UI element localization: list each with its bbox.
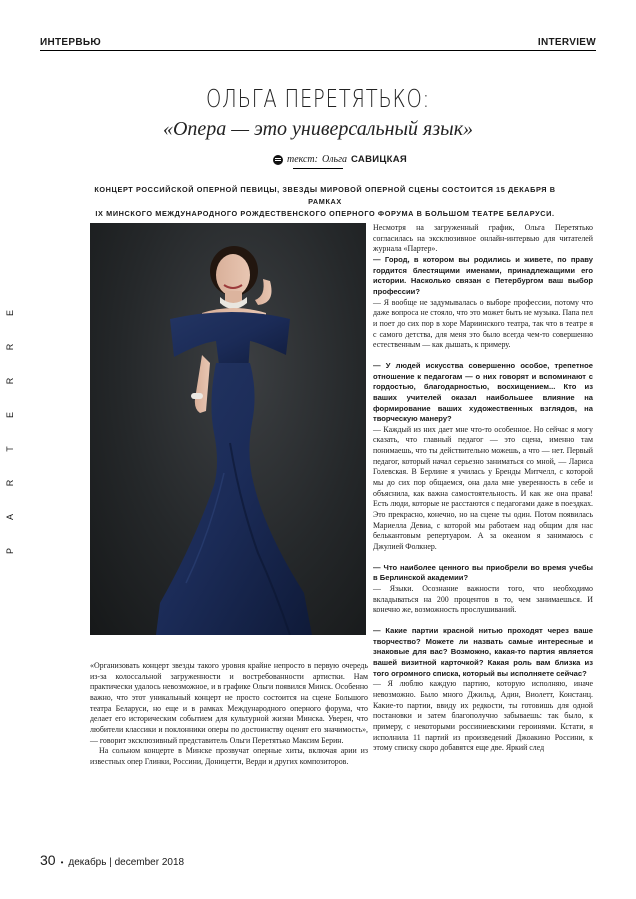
lead-line: КОНЦЕРТ РОССИЙСКОЙ ОПЕРНОЙ ПЕВИЦЫ, ЗВЕЗДЫ МИРОВОЙ ОПЕРНОЙ СЦЕНЫ СОСТОИТСЯ 15 ДЕКАБРЯ В РАМКАХ <box>94 185 556 206</box>
sidebar-letter: A <box>5 514 15 521</box>
interview-answer: — Каждый из них дает мне что-то особенное. Но сейчас я могу сказать, что главный педагог — это сцена, именно там понимаешь, что ты действительно можешь, а что — нет. Первый педагог, который начал серьезно заниматься со мной, — Лариса Голевская. В Берлине я училась у Бренды Митчелл, с которой мы до сих пор общаемся, она дала мне уверенность в себе и объяснила, как важна самостоятельность. И как же она права! Есть люди, которые не расстаются с педагогами даже в поездках. Это прекрасно, конечно, но на сцене ты один. Потом появилась Мариелла Девиа, с которой мы работаем над общим для нас белькантовым репертуаром. А за океаном я занимаюсь с Джулией Фолкнер. <box>373 424 593 552</box>
text-author-icon <box>273 155 283 165</box>
sidebar-letter: E <box>5 310 15 317</box>
interview-question: — У людей искусства совершенно особое, трепетное отношение к педагогам — о них говорят и вспоминают с гордостью, благодарностью, восхищением... Кто из ваших учителей оказал наибольшее влияние на формирование ваших художественных взглядов, на творческую манеру? <box>373 360 593 424</box>
section-label-en: INTERVIEW <box>537 37 596 48</box>
article-column-left <box>90 661 368 768</box>
footer-bullet: • <box>60 858 64 867</box>
sidebar-letter: T <box>5 446 15 452</box>
issue-date: декабрь | december 2018 <box>68 857 185 868</box>
byline <box>273 154 407 165</box>
article-lead <box>90 184 560 220</box>
byline-last-name: САВИЦКАЯ <box>351 154 407 165</box>
article-column-right <box>373 223 593 754</box>
sidebar-letter: R <box>5 479 15 487</box>
page-number: 30 <box>40 852 56 868</box>
interview-answer: — Я люблю каждую партию, которую исполняю, иначе невозможно. Было много Джильд, Адин, Виолетт, Констанц. Какие-то партии, ввиду их редкости, ты готовишь для одной постановки и затем благополучно забываешь: так было, к примеру, с некоторыми россиниевскими героинями. Кстати, я исполнила 11 партий из произведений Джоакино Россини, к этому списку скоро добавятся еще две. Яркий след <box>373 679 593 753</box>
page-footer <box>40 852 184 868</box>
interview-answer: — Я вообще не задумывалась о выборе профессии, потому что даже вопроса не стояло, что это может быть не музыка. Папа пел и поет до сих пор в хоре Мариинского театра, так что в театре я с самого детства, для меня это было всегда чем-то совершенно естественным — как дышать, к примеру. <box>373 297 593 350</box>
byline-rule <box>293 168 343 169</box>
header-rule <box>40 50 596 51</box>
interview-question: — Какие партии красной нитью проходят через ваше творчество? Можете ли назвать самые интересные и знаковые для вас? Возможно, какая-то партия является вашей визитной карточкой? Какая роль вам близка из того огромного списка, который вы исполняете сейчас? <box>373 625 593 678</box>
lead-line: IX МИНСКОГО МЕЖДУНАРОДНОГО РОЖДЕСТВЕНСКОГО ОПЕРНОГО ФОРУМА В БОЛЬШОМ ТЕАТРЕ БЕЛАРУСИ. <box>95 209 555 218</box>
sidebar-letter: R <box>5 343 15 351</box>
section-label: ИНТЕРВЬЮ <box>40 37 101 48</box>
sidebar-letter: E <box>5 412 15 419</box>
sidebar-letter: R <box>5 377 15 385</box>
singer-photo <box>90 223 366 635</box>
byline-prefix: текст: <box>287 154 318 165</box>
article-paragraph: На сольном концерте в Минске прозвучат оперные хиты, включая арии из известных опер Глинки, Россини, Доницетти, Верди и других композиторов. <box>90 746 368 766</box>
byline-first-name: Ольга <box>321 154 347 165</box>
singer-portrait-illustration <box>90 223 366 635</box>
interview-question: — Что наиболее ценного вы приобрели во время учебы в Берлинской академии? <box>373 562 593 583</box>
article-paragraph: «Организовать концерт звезды такого уровня крайне непросто в первую очередь из-за колоссальной загруженности и востребованности артистки. Нам практически удалось невозможное, и в графике Ольги появился Минск. Особенно важно, что этот уникальный концерт не просто состоится на сцене Большого театра Беларуси, но еще и в рамках Международного оперного форума, что делает его историческим событием для культурной жизни Минска. Уверен, что любители классики и поклонники оперы по достоинству оценят его значимость», — говорит эксклюзивный представитель Ольги Перетятько Максим Берин. <box>90 661 368 745</box>
article-title: ОЛЬГА ПЕРЕТЯТЬКО: <box>206 84 430 113</box>
magazine-sidebar <box>5 296 28 568</box>
interview-question: — Город, в котором вы родились и живете, по праву гордится блестящими именами, принадлежащими его истории. Насколько связан с Петербургом ваш выбор профессии? <box>373 254 593 296</box>
intro-paragraph: Несмотря на загруженный график, Ольга Перетятько согласилась на эксклюзивное онлайн-интервью для читателей журнала «Партер». <box>373 223 593 254</box>
article-subtitle: «Опера — это универсальный язык» <box>162 118 474 140</box>
sidebar-letter: P <box>5 548 15 555</box>
interview-answer: — Языки. Осознание важности того, что необходимо вкладываться на 200 процентов в то, чем занимаешься. И конечно же, возможность прослушиваний. <box>373 584 593 615</box>
